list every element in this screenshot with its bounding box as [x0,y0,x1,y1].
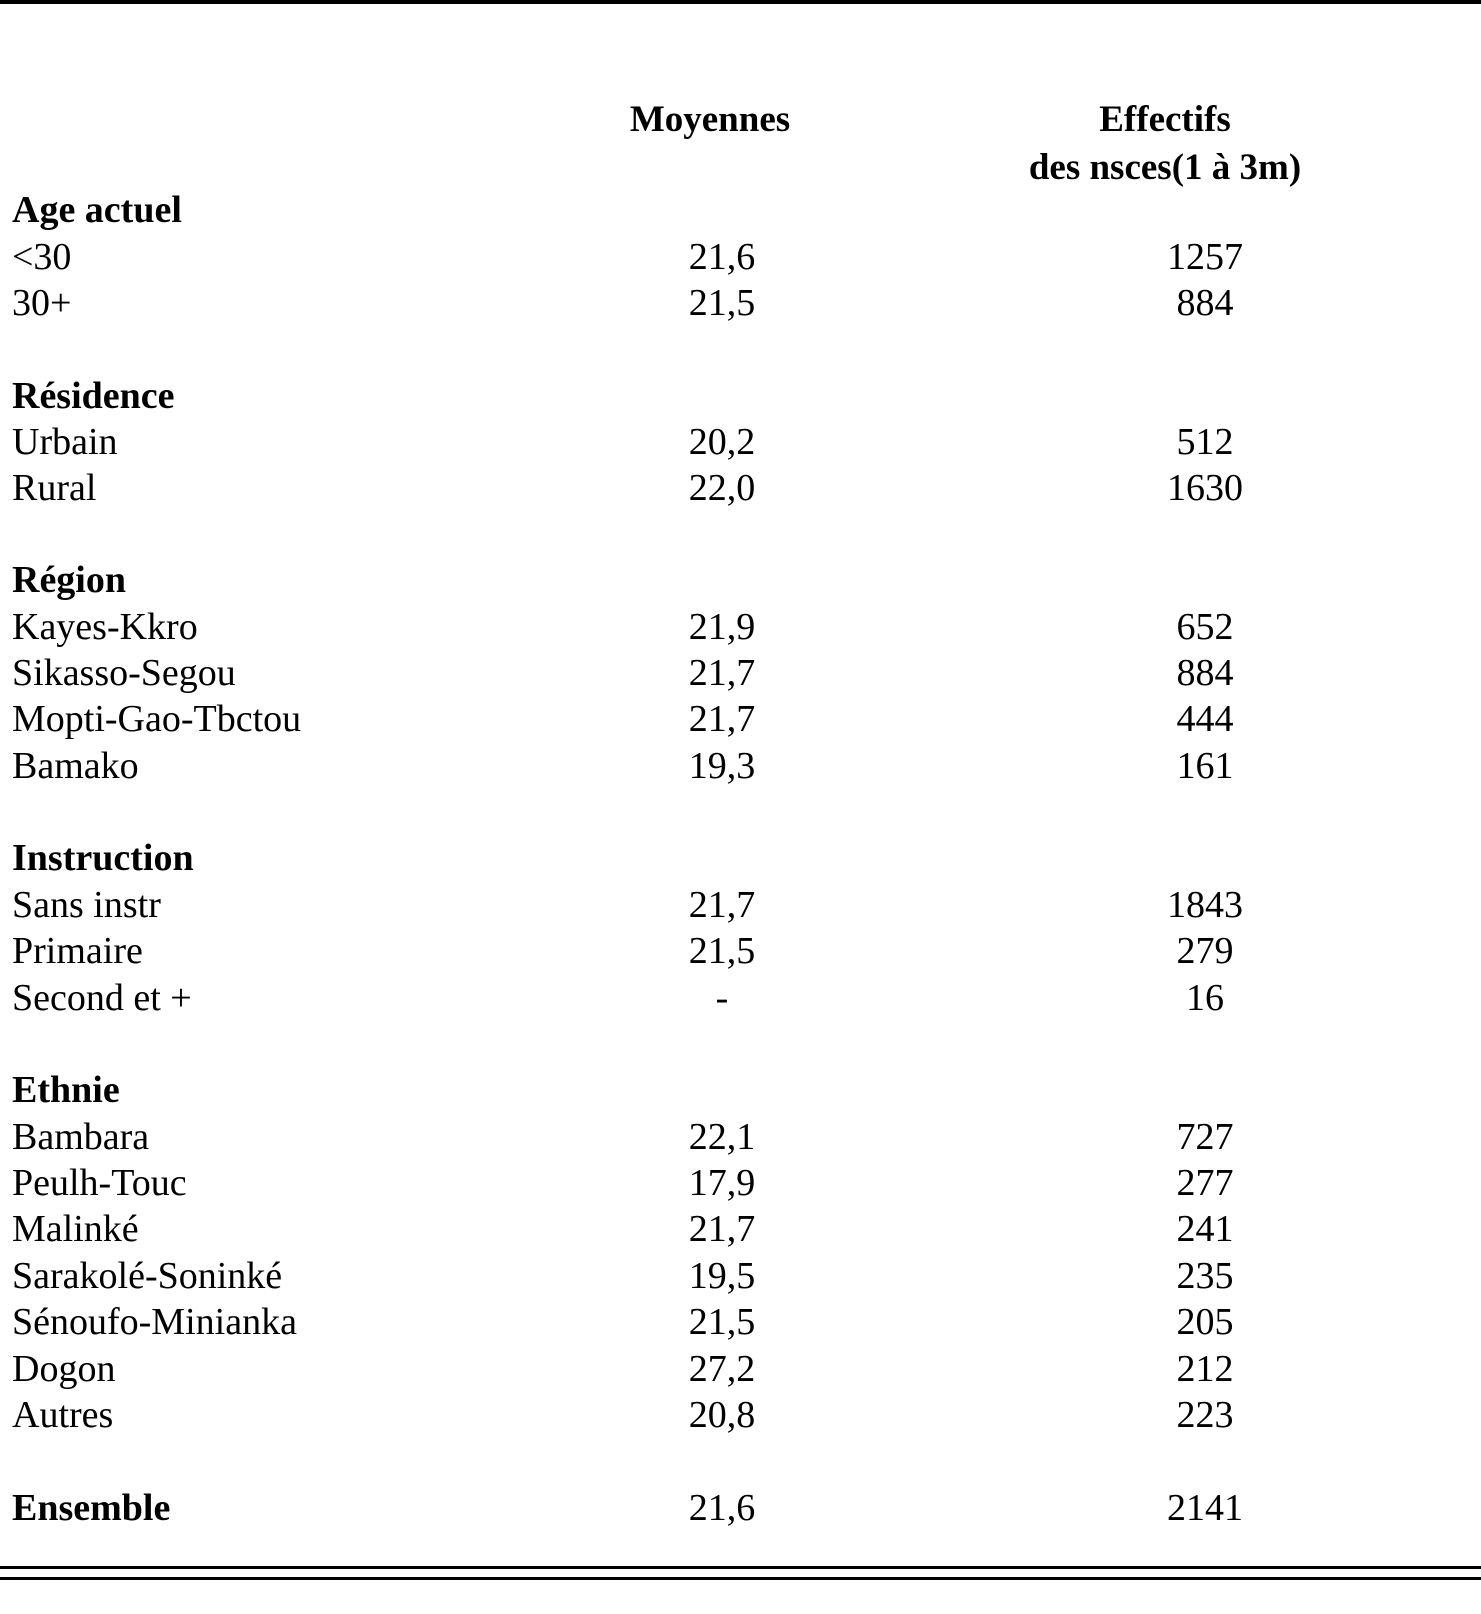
total-moyenne: 21,6 [688,1487,756,1529]
row-label: 30+ [12,282,72,324]
row-effectif: 223 [1176,1394,1234,1436]
table-row [0,279,1481,327]
row-effectif: 205 [1176,1301,1234,1343]
row-effectif: 241 [1176,1208,1234,1250]
row-label: Malinké [12,1208,139,1250]
row-moyenne: - [715,977,729,1019]
table-row [0,649,1481,697]
row-effectif: 279 [1176,930,1234,972]
section-heading-age [0,186,1481,234]
row-moyenne: 21,7 [688,1208,756,1250]
row-label: Sénoufo-Minianka [12,1301,297,1343]
row-effectif: 235 [1176,1255,1234,1297]
table-row [0,881,1481,929]
row-label: Mopti-Gao-Tbctou [12,698,302,740]
column-header-effectifs [985,96,1345,192]
section-title: Résidence [12,375,175,417]
row-label: Second et + [12,977,192,1019]
row-label: Sans instr [12,884,161,926]
row-label: Rural [12,467,97,509]
table-row [0,1113,1481,1161]
section-heading-instruction [0,834,1481,882]
bottom-rule-double [0,1577,1481,1580]
section-heading-region [0,556,1481,604]
table-row [0,974,1481,1022]
column-header-effectifs-line2: des nsces(1 à 3m) [1028,147,1302,188]
row-moyenne: 20,2 [688,421,756,463]
table-row [0,418,1481,466]
section-title: Région [12,559,126,601]
row-moyenne: 19,5 [688,1255,756,1297]
table-row [0,464,1481,512]
row-moyenne: 17,9 [688,1162,756,1204]
table-row [0,603,1481,651]
row-effectif: 884 [1176,282,1234,324]
row-label: Primaire [12,930,143,972]
row-label: Bamako [12,745,139,787]
row-effectif: 1630 [1167,467,1243,509]
total-effectif: 2141 [1167,1487,1243,1529]
table-row [0,1345,1481,1393]
bottom-rule [0,1566,1481,1569]
table-row [0,695,1481,743]
row-label: <30 [12,236,72,278]
row-effectif: 212 [1176,1348,1234,1390]
row-moyenne: 21,5 [688,930,756,972]
row-effectif: 512 [1176,421,1234,463]
row-label: Bambara [12,1116,150,1158]
row-moyenne: 21,6 [688,236,756,278]
table-row [0,1298,1481,1346]
table-row [0,1391,1481,1439]
row-effectif: 16 [1186,977,1224,1019]
row-effectif: 277 [1176,1162,1234,1204]
row-moyenne: 22,1 [688,1116,756,1158]
row-label: Sikasso-Segou [12,652,236,694]
row-moyenne: 19,3 [688,745,756,787]
table-row [0,927,1481,975]
row-moyenne: 21,5 [688,1301,756,1343]
section-title: Age actuel [12,189,182,231]
total-label: Ensemble [12,1487,171,1529]
row-effectif: 1843 [1167,884,1243,926]
table-row [0,1205,1481,1253]
row-label: Kayes-Kkro [12,606,198,648]
row-effectif: 884 [1176,652,1234,694]
row-effectif: 1257 [1167,236,1243,278]
row-label: Autres [12,1394,114,1436]
row-label: Urbain [12,421,118,463]
column-header-moyennes-text: Moyennes [629,99,791,140]
section-heading-residence [0,372,1481,420]
row-moyenne: 21,7 [688,698,756,740]
section-heading-ethnie [0,1066,1481,1114]
row-label: Sarakolé-Soninké [12,1255,283,1297]
table-row [0,1252,1481,1300]
row-effectif: 652 [1176,606,1234,648]
table-row [0,233,1481,281]
row-moyenne: 22,0 [688,467,756,509]
top-rule [0,0,1481,4]
table-row [0,742,1481,790]
row-moyenne: 20,8 [688,1394,756,1436]
row-effectif: 161 [1176,745,1234,787]
column-header-effectifs-line1: Effectifs [1099,99,1231,140]
row-moyenne: 21,7 [688,884,756,926]
total-row [0,1484,1481,1532]
section-title: Instruction [12,837,194,879]
row-label: Dogon [12,1348,116,1390]
row-moyenne: 27,2 [688,1348,756,1390]
row-moyenne: 21,5 [688,282,756,324]
row-moyenne: 21,7 [688,652,756,694]
row-effectif: 444 [1176,698,1234,740]
row-moyenne: 21,9 [688,606,756,648]
column-header-moyennes [560,96,860,144]
row-effectif: 727 [1176,1116,1234,1158]
table-row [0,1159,1481,1207]
row-label: Peulh-Touc [12,1162,187,1204]
section-title: Ethnie [12,1069,120,1111]
